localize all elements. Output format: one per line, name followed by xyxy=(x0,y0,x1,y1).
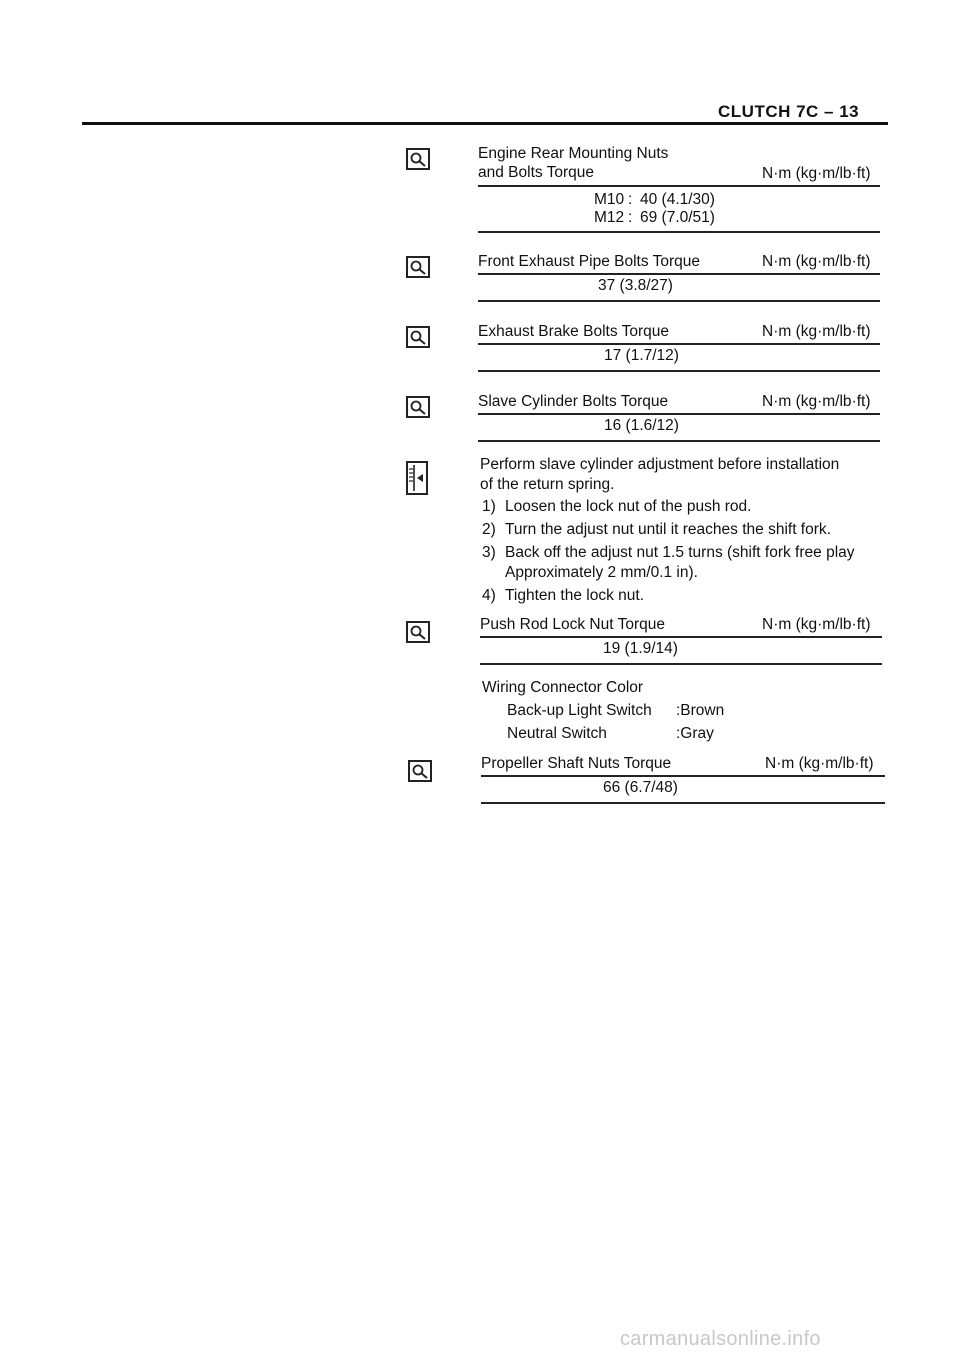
engine-mount-m10-size: M10 xyxy=(594,191,625,208)
step-number: 4) xyxy=(482,587,496,604)
section-divider xyxy=(478,231,880,233)
section-divider xyxy=(478,413,880,415)
engine-mount-m10-value: 40 (4.1/30) xyxy=(640,191,715,208)
exhaust-brake-value: 17 (1.7/12) xyxy=(604,347,679,364)
front-exhaust-title: Front Exhaust Pipe Bolts Torque xyxy=(478,253,701,270)
section-divider xyxy=(478,440,880,442)
section-divider xyxy=(481,775,885,777)
section-divider xyxy=(480,663,882,665)
torque-wrench-icon xyxy=(406,326,430,348)
engine-mount-m12-value: 69 (7.0/51) xyxy=(640,209,715,226)
step-number: 3) xyxy=(482,544,496,561)
torque-wrench-icon xyxy=(406,396,430,418)
wiring-row-color: :Gray xyxy=(676,725,714,742)
wiring-row-name: Back-up Light Switch xyxy=(507,702,652,719)
section-divider xyxy=(478,273,880,275)
section-divider xyxy=(478,343,880,345)
slave-cylinder-value: 16 (1.6/12) xyxy=(604,417,679,434)
front-exhaust-unit: N·m (kg·m/lb·ft) xyxy=(762,253,871,270)
engine-mount-m12-size: M12 xyxy=(594,209,625,226)
engine-mount-title-line1: Engine Rear Mounting Nuts xyxy=(478,145,669,162)
engine-mount-m10-sep: : xyxy=(628,191,633,208)
front-exhaust-value: 37 (3.8/27) xyxy=(598,277,673,294)
section-divider xyxy=(481,802,885,804)
exhaust-brake-title: Exhaust Brake Bolts Torque xyxy=(478,323,669,340)
exhaust-brake-unit: N·m (kg·m/lb·ft) xyxy=(762,323,871,340)
engine-mount-m12-sep: : xyxy=(628,209,633,226)
section-divider xyxy=(478,370,880,372)
torque-wrench-icon xyxy=(406,148,430,170)
wiring-row-color: :Brown xyxy=(676,702,725,719)
adjustment-icon xyxy=(406,461,428,495)
propeller-value: 66 (6.7/48) xyxy=(603,779,678,796)
propeller-unit: N·m (kg·m/lb·ft) xyxy=(765,755,874,772)
section-divider xyxy=(478,185,880,187)
push-rod-unit: N·m (kg·m/lb·ft) xyxy=(762,616,871,633)
step-text: Back off the adjust nut 1.5 turns (shift fork free play xyxy=(505,544,855,561)
step-number: 2) xyxy=(482,521,496,538)
slave-cylinder-title: Slave Cylinder Bolts Torque xyxy=(478,393,669,410)
step-text: Tighten the lock nut. xyxy=(505,587,645,604)
footer-watermark: carmanualsonline.info xyxy=(620,1328,821,1350)
section-divider xyxy=(478,300,880,302)
torque-wrench-icon xyxy=(408,760,432,782)
propeller-title: Propeller Shaft Nuts Torque xyxy=(481,755,672,772)
engine-mount-title-line2: and Bolts Torque xyxy=(478,164,595,181)
wiring-row-name: Neutral Switch xyxy=(507,725,607,742)
engine-mount-unit: N·m (kg·m/lb·ft) xyxy=(762,165,871,182)
section-divider xyxy=(480,636,882,638)
push-rod-value: 19 (1.9/14) xyxy=(603,640,678,657)
step-number: 1) xyxy=(482,498,496,515)
step-text: Loosen the lock nut of the push rod. xyxy=(505,498,752,515)
header-rule xyxy=(82,122,888,125)
torque-wrench-icon xyxy=(406,621,430,643)
push-rod-title: Push Rod Lock Nut Torque xyxy=(480,616,665,633)
adjustment-intro-line1: Perform slave cylinder adjustment before installation xyxy=(480,456,840,473)
page-header-title: CLUTCH 7C – 13 xyxy=(718,102,860,121)
slave-cylinder-unit: N·m (kg·m/lb·ft) xyxy=(762,393,871,410)
wiring-title: Wiring Connector Color xyxy=(482,679,644,696)
step-text: Turn the adjust nut until it reaches the shift fork. xyxy=(505,521,831,538)
step-text-continued: Approximately 2 mm/0.1 in). xyxy=(505,564,698,581)
adjustment-intro-line2: of the return spring. xyxy=(480,476,615,493)
torque-wrench-icon xyxy=(406,256,430,278)
